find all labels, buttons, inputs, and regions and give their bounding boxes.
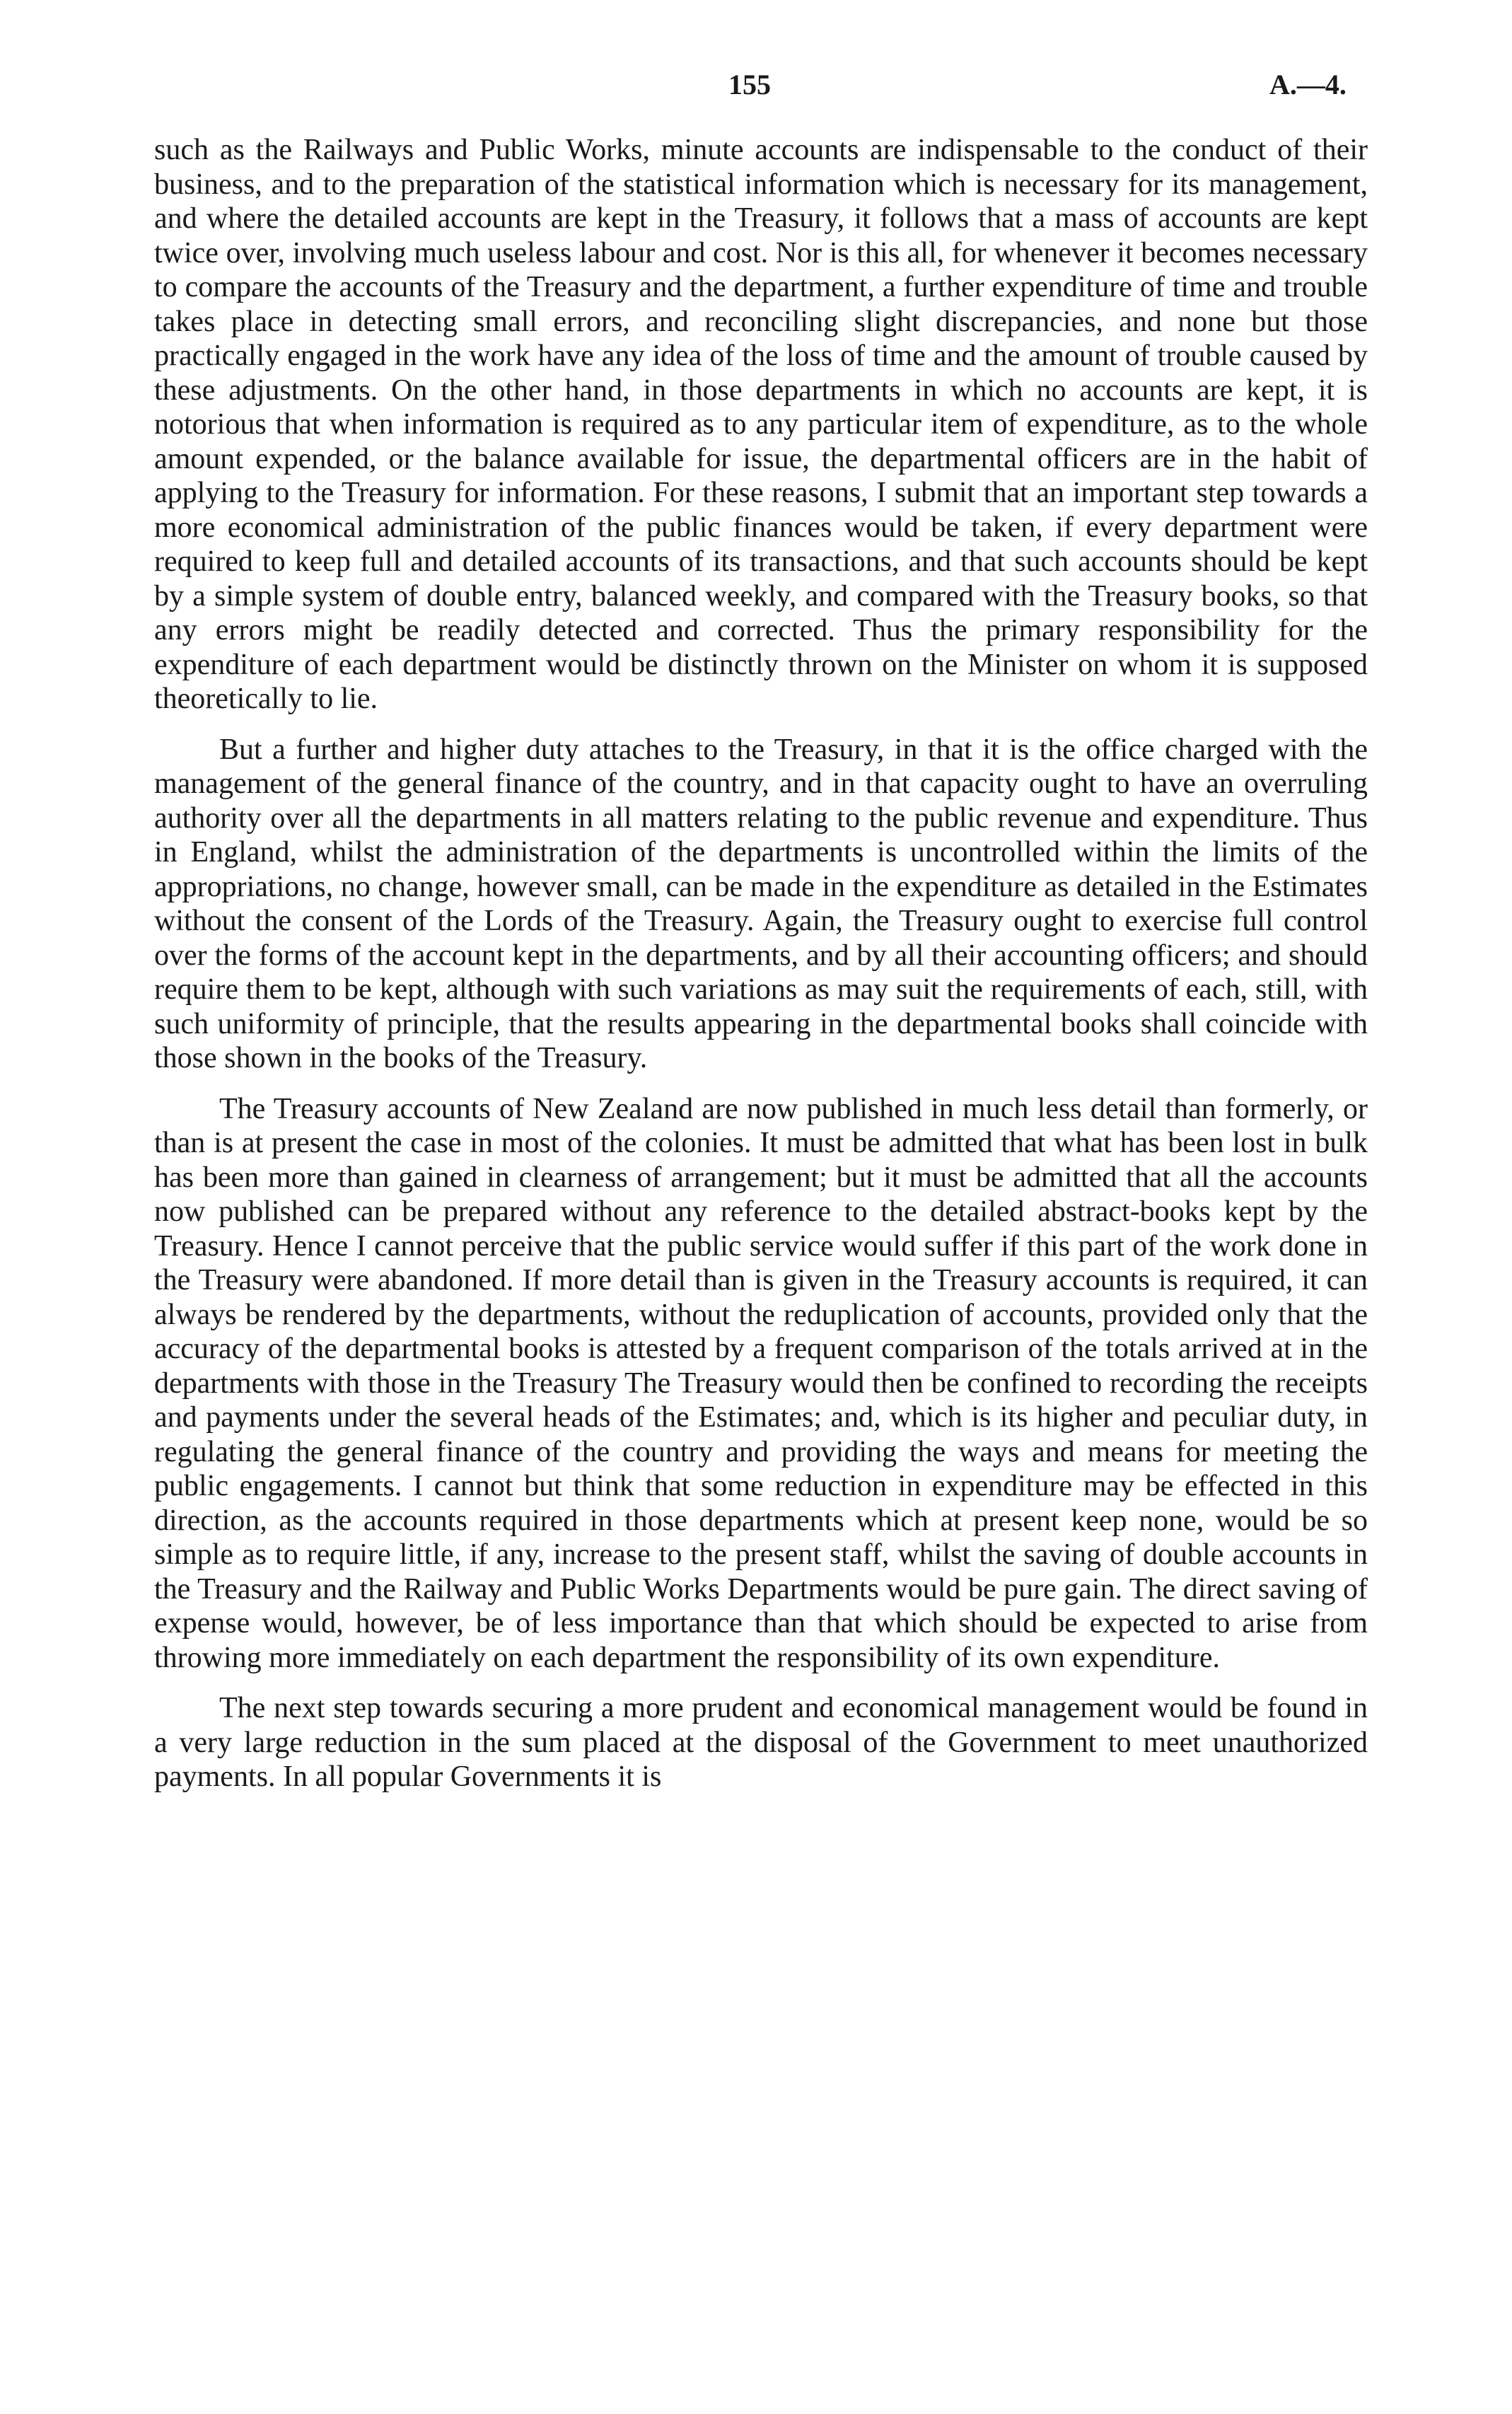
paragraph-treasury-duty: But a further and higher duty attaches to the Treasury, in that it is the office charged with the management of the general finance of the country, and in that capacity ought to have an overruling authority over all the departments in all matters relating to the public revenue and expenditure. Thus in England, whilst the administration of the departments is uncontrolled within the limits of the appropriations, no change, however small, can be made in the expenditure as detailed in the Estimates without the consent of the Lords of the Treasury. Again, the Treasury ought to exercise full control over the forms of the account kept in the departments, and by all their accounting officers; and should require them to be kept, although with such variations as may suit the requirements of each, still, with such uniformity of principle, that the results appearing in the departmental books shall coincide with those shown in the books of the Treasury. bbox=[154, 733, 1368, 1074]
page-header bbox=[0, 68, 1512, 110]
page-number: 155 bbox=[728, 69, 771, 100]
paragraph-next-step: The next step towards securing a more prudent and economical management would be found in a very large reduction in the sum placed at the disposal of the Government to meet unauthorized payments. In all popular Governments it is bbox=[154, 1692, 1368, 1793]
paragraph-treasury-accounts: The Treasury accounts of New Zealand are now published in much less detail than formerly, or than is at present the case in most of the colonies. It must be admitted that what has been lost in bulk has been more than gained in clearness of arrangement; but it must be admitted that all the accounts now published can be prepared without any reference to the detailed abstract-books kept by the Treasury. Hence I cannot perceive that the public service would suffer if this part of the work done in the Treasury were abandoned. If more detail than is given in the Treasury accounts is required, it can always be rendered by the departments, without the reduplication of accounts, provided only that the accuracy of the departmental books is attested by a frequent comparison of the totals arrived at in the departments with those in the Treasury The Treasury would then be confined to recording the receipts and payments under the several heads of the Estimates; and, which is its higher and peculiar duty, in regulating the general finance of the country and providing the ways and means for meeting the public engagements. I cannot but think that some reduction in expenditure may be effected in this direction, as the accounts required in those departments which at present keep none, would be so simple as to require little, if any, increase to the present staff, whilst the saving of double accounts in the Treasury and the Railway and Public Works Departments would be pure gain. The direct saving of expense would, however, be of less importance than that which should be expected to arise from throwing more immediately on each department the responsibility of its own expenditure. bbox=[154, 1092, 1368, 1674]
paragraph-continuation: such as the Railways and Public Works, minute accounts are indispensable to the conduct of their business, and to the preparation of the statistical information which is necessary for its management, and where the detailed accounts are kept in the Treasury, it follows that a mass of accounts are kept twice over, involving much useless labour and cost. Nor is this all, for whenever it becomes necessary to compare the accounts of the Treasury and the department, a further expenditure of time and trouble takes place in detecting small errors, and reconciling slight discrepancies, and none but those practically engaged in the work have any idea of the loss of time and the amount of trouble caused by these adjustments. On the other hand, in those departments in which no accounts are kept, it is notorious that when information is required as to any particular item of expenditure, as to the whole amount expended, or the balance available for issue, the departmental officers are in the habit of applying to the Treasury for information. For these reasons, I submit that an important step towards a more economical administration of the public finances would be taken, if every department were required to keep full and detailed accounts of its transactions, and that such accounts should be kept by a simple system of double entry, balanced weekly, and compared with the Treasury books, so that any errors might be readily detected and corrected. Thus the primary responsibility for the expenditure of each department would be distinctly thrown on the Minister on whom it is supposed theoretically to lie. bbox=[154, 134, 1368, 715]
body-text bbox=[154, 133, 1368, 1794]
document-reference: A.—4. bbox=[1269, 69, 1347, 100]
